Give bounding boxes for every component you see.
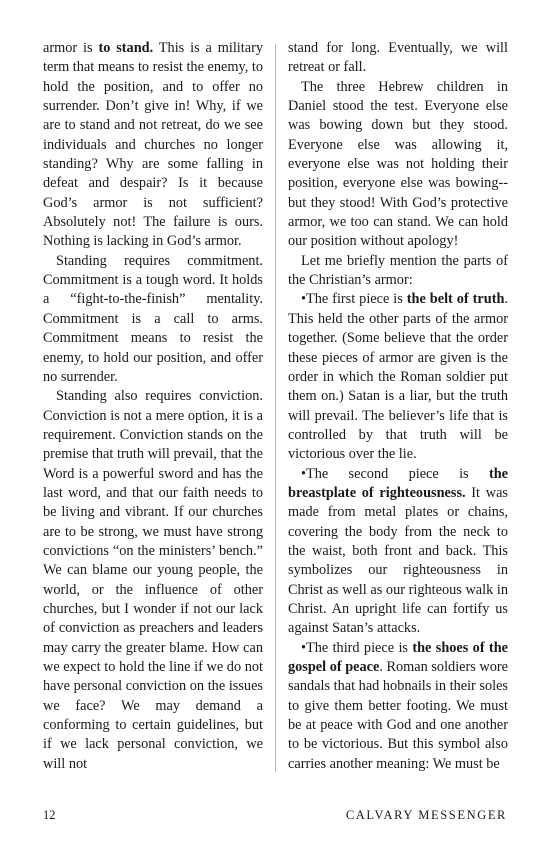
- bullet-lead: •The second piece is: [301, 465, 489, 482]
- emphasis-text: the belt of truth: [406, 291, 505, 308]
- paragraph-text: armor is: [43, 40, 99, 56]
- left-column: [43, 39, 263, 774]
- bullet-text: It was made from metal plates or chains, covering the body from the neck to the waist, both front and back. This symbolizes our righteousness in Christ as well as our righteous walk in Christ. An upright life can fortify us against Satan’s attacks.: [288, 484, 508, 637]
- paragraph-continuation: stand for long. Eventually, we will retreat or fall.: [288, 40, 508, 76]
- paragraph-to-stand: [43, 39, 263, 252]
- emphasis-text: the breastplate of righteousness.: [288, 465, 508, 501]
- paragraph-conviction: Standing also requires conviction. Conviction is not a mere option, it is a requirement. Conviction stands on the premise that truth will prevail, that the Word is a powerful sword and has the last word, and that our faith needs to be living and vibrant. If our churches are to be strong, we must have strong convictions “on the ministers’ bench.” We can blame our young people, the world, or the influence of other churches, but I wonder if not our lack of conviction as preachers and leaders may carry the greater blame. How can we expect to hold the line if we do not have personal conviction on the issues we face? We may demand a conforming to certain guidelines, but if we lack personal conviction, we will not: [43, 388, 263, 772]
- paragraph-text: This is a military term that means to resist the enemy, to hold the position, and to offer no surrender. Don’t give in! Why, if we are to stand and not retreat, do we see individuals and churches no longer standing? Why are some falling in defeat and despair? Is it because God’s armor is not sufficient? Absolutely not! The failure is ours. Nothing is lacking in God’s armor.: [43, 40, 264, 250]
- emphasis-text: the shoes of the gospel of peace: [288, 639, 508, 675]
- page-footer: [43, 807, 507, 823]
- emphasis-text: to stand.: [98, 40, 154, 56]
- running-title: CALVARY MESSENGER: [345, 808, 507, 822]
- bullet-text: . This held the other parts of the armor together. (Some believe that the order these pieces of armor are given is the order in which the Roman soldier put them on.) Satan is a liar, but the truth will prevail. The believer’s life that is controlled by that truth will be victorious over the lie.: [288, 291, 508, 463]
- page-number: 12: [43, 808, 56, 822]
- bullet-breastplate: [288, 465, 508, 639]
- paragraph-hebrew-children: The three Hebrew children in Daniel stood the test. Everyone else was bowing down but they stood. Everyone else was allowing it, everyone else was not holding their position, everyone else was bowing-- but they stood! With God’s protective armor, we too can stand. We can hold our position without apology!: [288, 78, 508, 250]
- column-divider: [275, 44, 276, 772]
- bullet-text: . Roman soldiers wore sandals that had hobnails in their soles to give them better footing. We must be at peace with God and one another to be victorious. But this symbol also carries another meaning: We must be: [288, 659, 509, 772]
- right-column: [288, 39, 508, 774]
- paragraph-armor-intro: Let me briefly mention the parts of the Christian’s armor:: [288, 252, 508, 289]
- bullet-belt-of-truth: [288, 290, 508, 464]
- bullet-shoes-of-gospel: [288, 639, 508, 774]
- paragraph-commitment: Standing requires commitment. Commitment is a tough word. It holds a “fight-to-the-finish” mentality. Commitment is a call to arms. Commitment means to resist the enemy, to hold our position, and offer no surrender.: [43, 252, 263, 385]
- bullet-lead: •The third piece is: [301, 639, 413, 656]
- bullet-lead: •The first piece is: [301, 291, 407, 308]
